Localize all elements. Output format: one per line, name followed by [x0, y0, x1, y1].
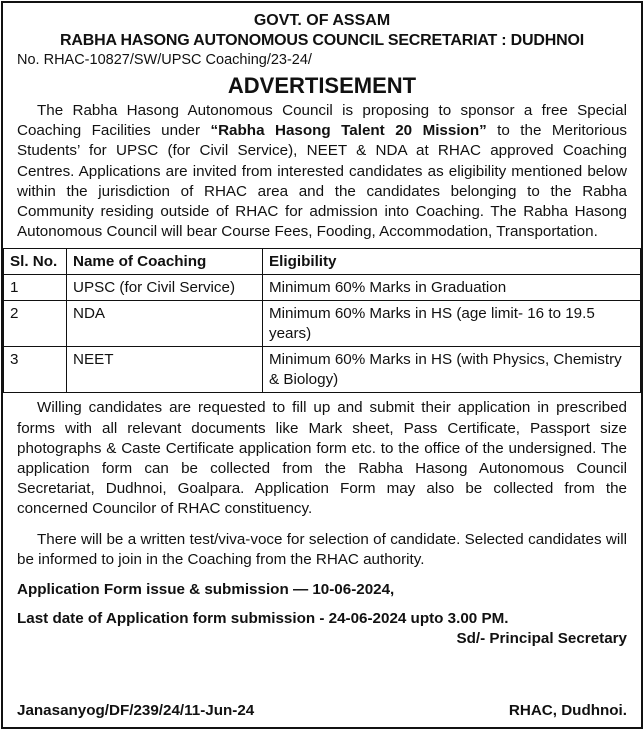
cell-sl-no: 2 [4, 301, 67, 347]
cell-coaching: UPSC (for Civil Service) [67, 275, 263, 301]
signature-office: RHAC, Dudhnoi. [508, 702, 627, 719]
reference-number: No. RHAC-10827/SW/UPSC Coaching/23-24/ [17, 52, 312, 68]
secretariat-heading: RABHA HASONG AUTONOMOUS COUNCIL SECRETARIAT : DUDHNOI [60, 32, 584, 49]
advertisement-title: ADVERTISEMENT [227, 73, 417, 98]
cell-coaching: NDA [67, 301, 263, 347]
header-sl-no: Sl. No. [4, 249, 67, 275]
intro-paragraph [17, 101, 627, 242]
selection-paragraph: There will be a written test/viva-voce for selection of candidate. Selected candidates will be informed to join in the Coaching from the RHAC authority. [17, 530, 627, 568]
eligibility-table [3, 248, 641, 393]
intro-text-1: The Rabha Hasong Autonomous Council is proposing to sponsor a free Special Coaching Facilities under [17, 102, 627, 140]
cell-sl-no: 1 [4, 275, 67, 301]
mission-name: “Rabha Hasong Talent 20 Mission” [210, 122, 487, 140]
signature-designation: Sd/- Principal Secretary [456, 630, 627, 648]
table-row [4, 347, 641, 393]
cell-eligibility: Minimum 60% Marks in Graduation [263, 275, 641, 301]
issue-date-line: Application Form issue & submission — 10-06-2024, [17, 581, 395, 599]
janasanyog-reference: Janasanyog/DF/239/24/11-Jun-24 [17, 702, 255, 719]
footer [17, 701, 627, 721]
cell-coaching: NEET [67, 347, 263, 393]
table-row [4, 275, 641, 301]
cell-eligibility: Minimum 60% Marks in HS (age limit- 16 to 19.5 years) [263, 301, 641, 347]
header-coaching: Name of Coaching [67, 249, 263, 275]
cell-sl-no: 3 [4, 347, 67, 393]
intro-text-2: to the Meritorious Students’ for UPSC (for Civil Service), NEET & NDA at RHAC approved Coaching Centres. Applications are invited from interested candidates as eligibility mentioned below within the jurisdiction of RHAC area and the candidates belonging to the Rabha Community residing outside of RHAC for admission into Coaching. The Rabha Hasong Autonomous Council will bear Course Fees, Fooding, Accommodation, Transportation. [17, 122, 628, 241]
table-row [4, 301, 641, 347]
cell-eligibility: Minimum 60% Marks in HS (with Physics, Chemistry & Biology) [263, 347, 641, 393]
govt-heading: GOVT. OF ASSAM [253, 12, 391, 29]
application-paragraph: Willing candidates are requested to fill up and submit their application in prescribed forms with all relevant documents like Mark sheet, Pass Certificate, Passport size photographs & Caste Certificate application form etc. to the office of the undersigned. The application form can be collected from the Rabha Hasong Autonomous Council Secretariat, Dudhnoi, Goalpara. Application Form may also be collected from the concerned Councilor of RHAC constituency. [17, 399, 627, 518]
header-eligibility: Eligibility [263, 249, 641, 275]
last-date-line: Last date of Application form submission - 24-06-2024 upto 3.00 PM. [17, 610, 509, 628]
table-header-row [4, 249, 641, 275]
advertisement-page [1, 1, 643, 729]
